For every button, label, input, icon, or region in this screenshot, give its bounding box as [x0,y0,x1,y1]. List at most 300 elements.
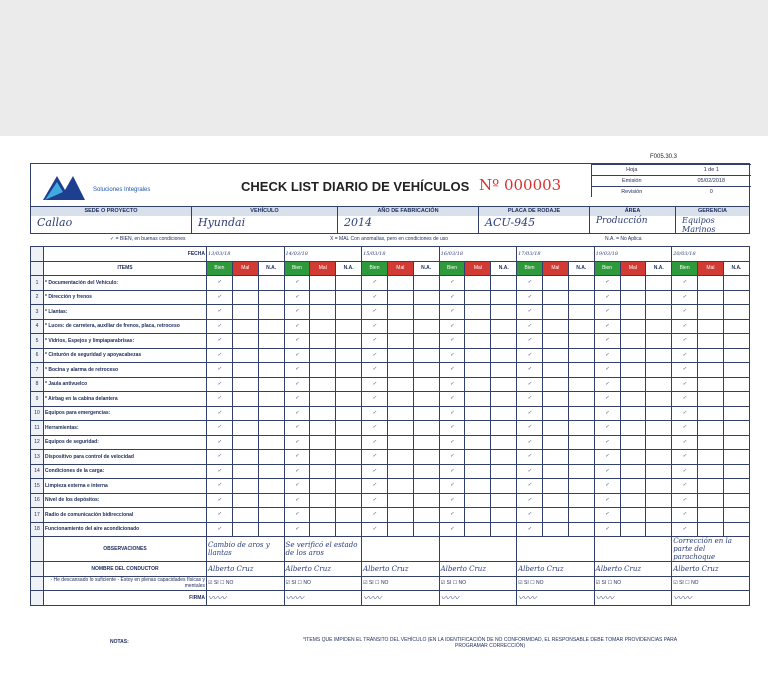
bien-check[interactable]: ✓ [284,319,310,334]
bien-check[interactable]: ✓ [439,508,465,523]
bien-check[interactable]: ✓ [439,522,465,537]
mal-check[interactable] [310,334,336,349]
bien-check[interactable]: ✓ [672,421,698,436]
mal-check[interactable] [698,522,724,537]
na-check[interactable] [568,363,594,378]
bien-check[interactable]: ✓ [284,363,310,378]
na-check[interactable] [336,363,362,378]
mal-check[interactable] [465,508,491,523]
na-check[interactable] [568,450,594,465]
conductor-cell[interactable]: Alberto Cruz [517,562,595,577]
na-check[interactable] [568,392,594,407]
na-check[interactable] [646,392,672,407]
bien-check[interactable]: ✓ [207,377,233,392]
mal-check[interactable] [465,276,491,291]
bien-check[interactable]: ✓ [594,508,620,523]
na-check[interactable] [336,450,362,465]
na-check[interactable] [258,522,284,537]
bien-check[interactable]: ✓ [207,406,233,421]
mal-check[interactable] [620,334,646,349]
mal-check[interactable] [310,508,336,523]
bien-check[interactable]: ✓ [439,305,465,320]
na-check[interactable] [568,508,594,523]
bien-check[interactable]: ✓ [362,421,388,436]
mal-check[interactable] [387,522,413,537]
na-check[interactable] [568,479,594,494]
si-no-checkbox[interactable]: ☑ SI ☐ NO [439,576,517,591]
bien-check[interactable]: ✓ [672,319,698,334]
mal-check[interactable] [387,377,413,392]
na-check[interactable] [491,522,517,537]
bien-check[interactable]: ✓ [207,508,233,523]
na-check[interactable] [491,479,517,494]
bien-check[interactable]: ✓ [517,464,543,479]
mal-check[interactable] [698,334,724,349]
mal-check[interactable] [387,319,413,334]
mal-check[interactable] [387,464,413,479]
conductor-cell[interactable]: Alberto Cruz [362,562,440,577]
na-check[interactable] [723,290,749,305]
na-check[interactable] [413,319,439,334]
na-check[interactable] [413,450,439,465]
bien-check[interactable]: ✓ [207,334,233,349]
na-check[interactable] [568,276,594,291]
na-check[interactable] [568,319,594,334]
obs-cell[interactable] [594,537,672,562]
mal-check[interactable] [465,522,491,537]
na-check[interactable] [336,392,362,407]
bien-check[interactable]: ✓ [517,290,543,305]
na-check[interactable] [491,334,517,349]
bien-check[interactable]: ✓ [284,348,310,363]
mal-check[interactable] [542,406,568,421]
bien-check[interactable]: ✓ [439,479,465,494]
mal-check[interactable] [387,348,413,363]
mal-check[interactable] [698,479,724,494]
na-check[interactable] [336,493,362,508]
na-check[interactable] [336,305,362,320]
mal-check[interactable] [620,421,646,436]
obs-cell[interactable]: Se verificó el estado de los aros [284,537,362,562]
mal-check[interactable] [542,392,568,407]
bien-check[interactable]: ✓ [284,377,310,392]
na-check[interactable] [723,319,749,334]
mal-check[interactable] [698,290,724,305]
signature[interactable]: 〰〰 [594,591,672,606]
mal-check[interactable] [387,493,413,508]
bien-check[interactable]: ✓ [517,377,543,392]
bien-check[interactable]: ✓ [362,435,388,450]
na-check[interactable] [491,319,517,334]
bien-check[interactable]: ✓ [284,392,310,407]
na-check[interactable] [723,508,749,523]
si-no-checkbox[interactable]: ☑ SI ☐ NO [594,576,672,591]
mal-check[interactable] [542,348,568,363]
na-check[interactable] [723,348,749,363]
na-check[interactable] [413,276,439,291]
na-check[interactable] [336,377,362,392]
obs-cell[interactable] [362,537,440,562]
na-check[interactable] [491,377,517,392]
bien-check[interactable]: ✓ [594,450,620,465]
na-check[interactable] [646,363,672,378]
na-check[interactable] [336,290,362,305]
mal-check[interactable] [465,305,491,320]
mal-check[interactable] [232,421,258,436]
bien-check[interactable]: ✓ [672,334,698,349]
na-check[interactable] [723,493,749,508]
bien-check[interactable]: ✓ [517,522,543,537]
na-check[interactable] [336,334,362,349]
na-check[interactable] [646,435,672,450]
na-check[interactable] [723,305,749,320]
mal-check[interactable] [620,522,646,537]
na-check[interactable] [258,319,284,334]
na-check[interactable] [258,435,284,450]
na-check[interactable] [336,479,362,494]
bien-check[interactable]: ✓ [672,435,698,450]
bien-check[interactable]: ✓ [594,464,620,479]
bien-check[interactable]: ✓ [207,522,233,537]
mal-check[interactable] [542,334,568,349]
mal-check[interactable] [310,406,336,421]
conductor-cell[interactable]: Alberto Cruz [207,562,285,577]
mal-check[interactable] [542,421,568,436]
bien-check[interactable]: ✓ [362,377,388,392]
na-check[interactable] [723,464,749,479]
mal-check[interactable] [310,305,336,320]
mal-check[interactable] [232,508,258,523]
mal-check[interactable] [542,522,568,537]
na-check[interactable] [723,450,749,465]
na-check[interactable] [413,392,439,407]
na-check[interactable] [413,464,439,479]
mal-check[interactable] [698,406,724,421]
bien-check[interactable]: ✓ [594,334,620,349]
bien-check[interactable]: ✓ [362,276,388,291]
mal-check[interactable] [542,276,568,291]
na-check[interactable] [491,464,517,479]
bien-check[interactable]: ✓ [517,435,543,450]
bien-check[interactable]: ✓ [284,522,310,537]
na-check[interactable] [491,508,517,523]
bien-check[interactable]: ✓ [439,435,465,450]
bien-check[interactable]: ✓ [517,319,543,334]
na-check[interactable] [723,522,749,537]
na-check[interactable] [646,508,672,523]
bien-check[interactable]: ✓ [284,305,310,320]
mal-check[interactable] [698,348,724,363]
bien-check[interactable]: ✓ [517,406,543,421]
mal-check[interactable] [620,464,646,479]
obs-cell[interactable] [517,537,595,562]
bien-check[interactable]: ✓ [207,348,233,363]
na-check[interactable] [646,319,672,334]
bien-check[interactable]: ✓ [362,334,388,349]
mal-check[interactable] [542,508,568,523]
bien-check[interactable]: ✓ [517,392,543,407]
bien-check[interactable]: ✓ [207,290,233,305]
signature[interactable]: 〰〰 [439,591,517,606]
na-check[interactable] [413,479,439,494]
na-check[interactable] [646,479,672,494]
na-check[interactable] [413,290,439,305]
mal-check[interactable] [310,276,336,291]
na-check[interactable] [491,392,517,407]
bien-check[interactable]: ✓ [594,276,620,291]
bien-check[interactable]: ✓ [672,305,698,320]
na-check[interactable] [491,435,517,450]
na-check[interactable] [723,479,749,494]
bien-check[interactable]: ✓ [284,450,310,465]
na-check[interactable] [491,406,517,421]
na-check[interactable] [258,479,284,494]
mal-check[interactable] [387,450,413,465]
mal-check[interactable] [232,479,258,494]
na-check[interactable] [723,334,749,349]
mal-check[interactable] [465,464,491,479]
na-check[interactable] [491,348,517,363]
na-check[interactable] [491,305,517,320]
na-check[interactable] [336,464,362,479]
mal-check[interactable] [620,319,646,334]
bien-check[interactable]: ✓ [439,392,465,407]
bien-check[interactable]: ✓ [594,377,620,392]
mal-check[interactable] [232,450,258,465]
bien-check[interactable]: ✓ [594,522,620,537]
bien-check[interactable]: ✓ [207,276,233,291]
mal-check[interactable] [387,363,413,378]
na-check[interactable] [336,522,362,537]
na-check[interactable] [258,334,284,349]
bien-check[interactable]: ✓ [439,421,465,436]
mal-check[interactable] [698,421,724,436]
mal-check[interactable] [387,435,413,450]
mal-check[interactable] [620,363,646,378]
bien-check[interactable]: ✓ [284,508,310,523]
bien-check[interactable]: ✓ [594,363,620,378]
mal-check[interactable] [465,406,491,421]
na-check[interactable] [336,406,362,421]
bien-check[interactable]: ✓ [284,464,310,479]
mal-check[interactable] [465,377,491,392]
na-check[interactable] [258,290,284,305]
mal-check[interactable] [698,319,724,334]
na-check[interactable] [491,276,517,291]
obs-cell[interactable]: Cambio de aros y llantas [207,537,285,562]
na-check[interactable] [258,464,284,479]
na-check[interactable] [568,305,594,320]
na-check[interactable] [336,319,362,334]
mal-check[interactable] [620,348,646,363]
na-check[interactable] [723,435,749,450]
bien-check[interactable]: ✓ [517,450,543,465]
na-check[interactable] [413,363,439,378]
bien-check[interactable]: ✓ [517,276,543,291]
mal-check[interactable] [232,435,258,450]
mal-check[interactable] [232,522,258,537]
na-check[interactable] [413,421,439,436]
bien-check[interactable]: ✓ [594,421,620,436]
mal-check[interactable] [620,392,646,407]
bien-check[interactable]: ✓ [439,276,465,291]
na-check[interactable] [646,276,672,291]
conductor-cell[interactable]: Alberto Cruz [439,562,517,577]
na-check[interactable] [568,377,594,392]
na-check[interactable] [646,421,672,436]
bien-check[interactable]: ✓ [207,421,233,436]
mal-check[interactable] [465,479,491,494]
na-check[interactable] [568,435,594,450]
mal-check[interactable] [387,290,413,305]
bien-check[interactable]: ✓ [207,450,233,465]
mal-check[interactable] [232,305,258,320]
conductor-cell[interactable]: Alberto Cruz [284,562,362,577]
na-check[interactable] [568,348,594,363]
bien-check[interactable]: ✓ [207,363,233,378]
bien-check[interactable]: ✓ [362,493,388,508]
mal-check[interactable] [542,319,568,334]
bien-check[interactable]: ✓ [284,290,310,305]
bien-check[interactable]: ✓ [207,319,233,334]
obs-cell[interactable]: Corrección en la parte del parachoque [672,537,750,562]
bien-check[interactable]: ✓ [594,479,620,494]
na-check[interactable] [413,522,439,537]
bien-check[interactable]: ✓ [672,450,698,465]
conductor-cell[interactable]: Alberto Cruz [594,562,672,577]
bien-check[interactable]: ✓ [594,290,620,305]
bien-check[interactable]: ✓ [439,290,465,305]
bien-check[interactable]: ✓ [207,493,233,508]
na-check[interactable] [413,305,439,320]
bien-check[interactable]: ✓ [284,493,310,508]
bien-check[interactable]: ✓ [517,363,543,378]
mal-check[interactable] [310,479,336,494]
bien-check[interactable]: ✓ [284,276,310,291]
mal-check[interactable] [698,305,724,320]
signature[interactable]: 〰〰 [672,591,750,606]
signature[interactable]: 〰〰 [517,591,595,606]
mal-check[interactable] [698,392,724,407]
na-check[interactable] [568,493,594,508]
na-check[interactable] [413,493,439,508]
mal-check[interactable] [387,334,413,349]
bien-check[interactable]: ✓ [362,305,388,320]
bien-check[interactable]: ✓ [284,421,310,436]
mal-check[interactable] [620,290,646,305]
mal-check[interactable] [620,406,646,421]
mal-check[interactable] [387,508,413,523]
na-check[interactable] [258,363,284,378]
mal-check[interactable] [698,450,724,465]
bien-check[interactable]: ✓ [517,479,543,494]
na-check[interactable] [258,305,284,320]
bien-check[interactable]: ✓ [672,377,698,392]
bien-check[interactable]: ✓ [362,392,388,407]
na-check[interactable] [646,290,672,305]
na-check[interactable] [491,493,517,508]
mal-check[interactable] [310,522,336,537]
bien-check[interactable]: ✓ [672,363,698,378]
mal-check[interactable] [620,493,646,508]
bien-check[interactable]: ✓ [517,508,543,523]
na-check[interactable] [413,377,439,392]
mal-check[interactable] [698,377,724,392]
mal-check[interactable] [232,363,258,378]
bien-check[interactable]: ✓ [284,334,310,349]
obs-cell[interactable] [439,537,517,562]
bien-check[interactable]: ✓ [362,464,388,479]
bien-check[interactable]: ✓ [594,435,620,450]
bien-check[interactable]: ✓ [672,276,698,291]
mal-check[interactable] [310,435,336,450]
bien-check[interactable]: ✓ [439,406,465,421]
mal-check[interactable] [465,392,491,407]
bien-check[interactable]: ✓ [439,493,465,508]
na-check[interactable] [568,290,594,305]
bien-check[interactable]: ✓ [594,348,620,363]
na-check[interactable] [413,334,439,349]
mal-check[interactable] [620,450,646,465]
bien-check[interactable]: ✓ [517,493,543,508]
mal-check[interactable] [620,276,646,291]
na-check[interactable] [258,406,284,421]
mal-check[interactable] [387,276,413,291]
na-check[interactable] [491,421,517,436]
mal-check[interactable] [232,493,258,508]
na-check[interactable] [413,406,439,421]
si-no-checkbox[interactable]: ☑ SI ☐ NO [362,576,440,591]
na-check[interactable] [258,392,284,407]
na-check[interactable] [646,464,672,479]
bien-check[interactable]: ✓ [517,421,543,436]
bien-check[interactable]: ✓ [672,290,698,305]
mal-check[interactable] [310,319,336,334]
bien-check[interactable]: ✓ [594,392,620,407]
mal-check[interactable] [387,479,413,494]
na-check[interactable] [336,435,362,450]
na-check[interactable] [413,348,439,363]
bien-check[interactable]: ✓ [362,450,388,465]
mal-check[interactable] [232,348,258,363]
bien-check[interactable]: ✓ [594,493,620,508]
na-check[interactable] [258,421,284,436]
na-check[interactable] [723,406,749,421]
bien-check[interactable]: ✓ [362,479,388,494]
mal-check[interactable] [542,377,568,392]
na-check[interactable] [646,305,672,320]
bien-check[interactable]: ✓ [207,392,233,407]
bien-check[interactable]: ✓ [207,305,233,320]
mal-check[interactable] [310,363,336,378]
bien-check[interactable]: ✓ [362,348,388,363]
bien-check[interactable]: ✓ [517,334,543,349]
na-check[interactable] [491,450,517,465]
mal-check[interactable] [620,508,646,523]
mal-check[interactable] [465,363,491,378]
si-no-checkbox[interactable]: ☑ SI ☐ NO [284,576,362,591]
bien-check[interactable]: ✓ [594,305,620,320]
bien-check[interactable]: ✓ [207,479,233,494]
conductor-cell[interactable]: Alberto Cruz [672,562,750,577]
mal-check[interactable] [542,450,568,465]
mal-check[interactable] [310,377,336,392]
na-check[interactable] [646,348,672,363]
na-check[interactable] [646,450,672,465]
bien-check[interactable]: ✓ [207,435,233,450]
mal-check[interactable] [465,348,491,363]
mal-check[interactable] [465,334,491,349]
